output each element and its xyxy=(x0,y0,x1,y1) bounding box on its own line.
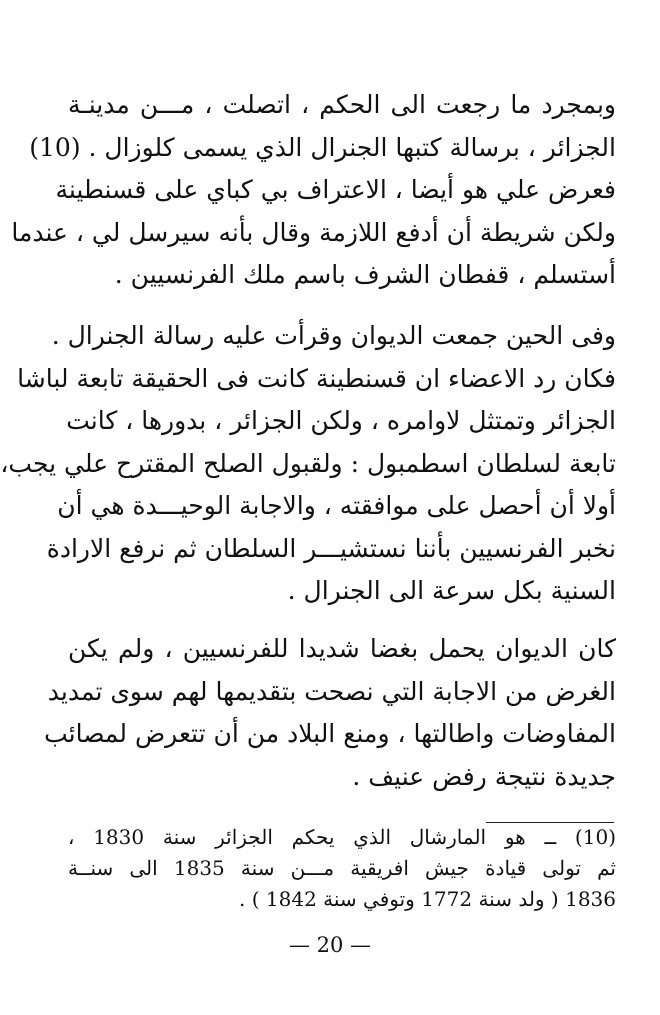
text-line: تابعة لسلطان اسطمبول : ولقبول الصلح المقترح علي يجب، xyxy=(0,448,616,478)
text-line: أستسلم ، قفطان الشرف باسم ملك الفرنسيين . xyxy=(114,260,616,289)
text-line: كان الديوان يحمل بغضا شديدا للفرنسيين ، ولم يكن xyxy=(68,634,616,663)
text-line: الغرض من الاجابة التي نصحت بتقديمها لهم سوى تمديد xyxy=(47,676,616,706)
text-line: الجزائر ، برسالة كتبها الجنرال الذي يسمى كلوزال . (10) xyxy=(29,132,616,162)
footnote-line: ثم تولى قيادة جيش افريقية مـــن سنة 1835 الى سنــة xyxy=(68,856,616,880)
paragraph-3 xyxy=(44,628,616,798)
text-line: وفى الحين جمعت الديوان وقرأت عليه رسالة الجنرال . xyxy=(51,321,616,350)
text-line: فكان رد الاعضاء ان قسنطينة كانت فى الحقيقة تابعة لباشا xyxy=(17,363,616,393)
footnote xyxy=(68,822,616,915)
text-line: السنية بكل سرعة الى الجنرال . xyxy=(287,576,616,605)
text-line: ولكن شريطة أن أدفع اللازمة وقال بأنه سيرسل لي ، عندما xyxy=(11,217,616,247)
page-number: — 20 — xyxy=(288,933,372,957)
footnote-line: 1836 ( ولد سنة 1772 وتوفي سنة 1842 ) . xyxy=(239,887,616,911)
text-line: فعرض علي هو أيضا ، الاعتراف بي كباي على قسنطينة xyxy=(55,175,616,204)
paragraph-2 xyxy=(0,315,616,613)
paragraph-1 xyxy=(11,84,616,297)
footnote-line: (10) ــ هو المارشال الذي يحكم الجزائر سنة 1830 ، xyxy=(68,825,616,849)
text-line: الجزائر وتمتثل لاوامره ، ولكن الجزائر ، بدورها ، كانت xyxy=(66,406,616,435)
text-line: وبمجرد ما رجعت الى الحكم ، اتصلت ، مـــن مدينـة xyxy=(68,90,616,119)
text-line: نخبر الفرنسيين بأننا نستشيـــر السلطان ثم نرفع الارادة xyxy=(46,533,616,563)
text-line: جديدة نتيجة رفض عنيف . xyxy=(352,761,616,791)
text-line: المفاوضات واطالتها ، ومنع البلاد من أن تتعرض لمصائب xyxy=(44,719,616,748)
text-line: أولا أن أحصل على موافقته ، والاجابة الوحيـــدة هي أن xyxy=(57,491,616,520)
